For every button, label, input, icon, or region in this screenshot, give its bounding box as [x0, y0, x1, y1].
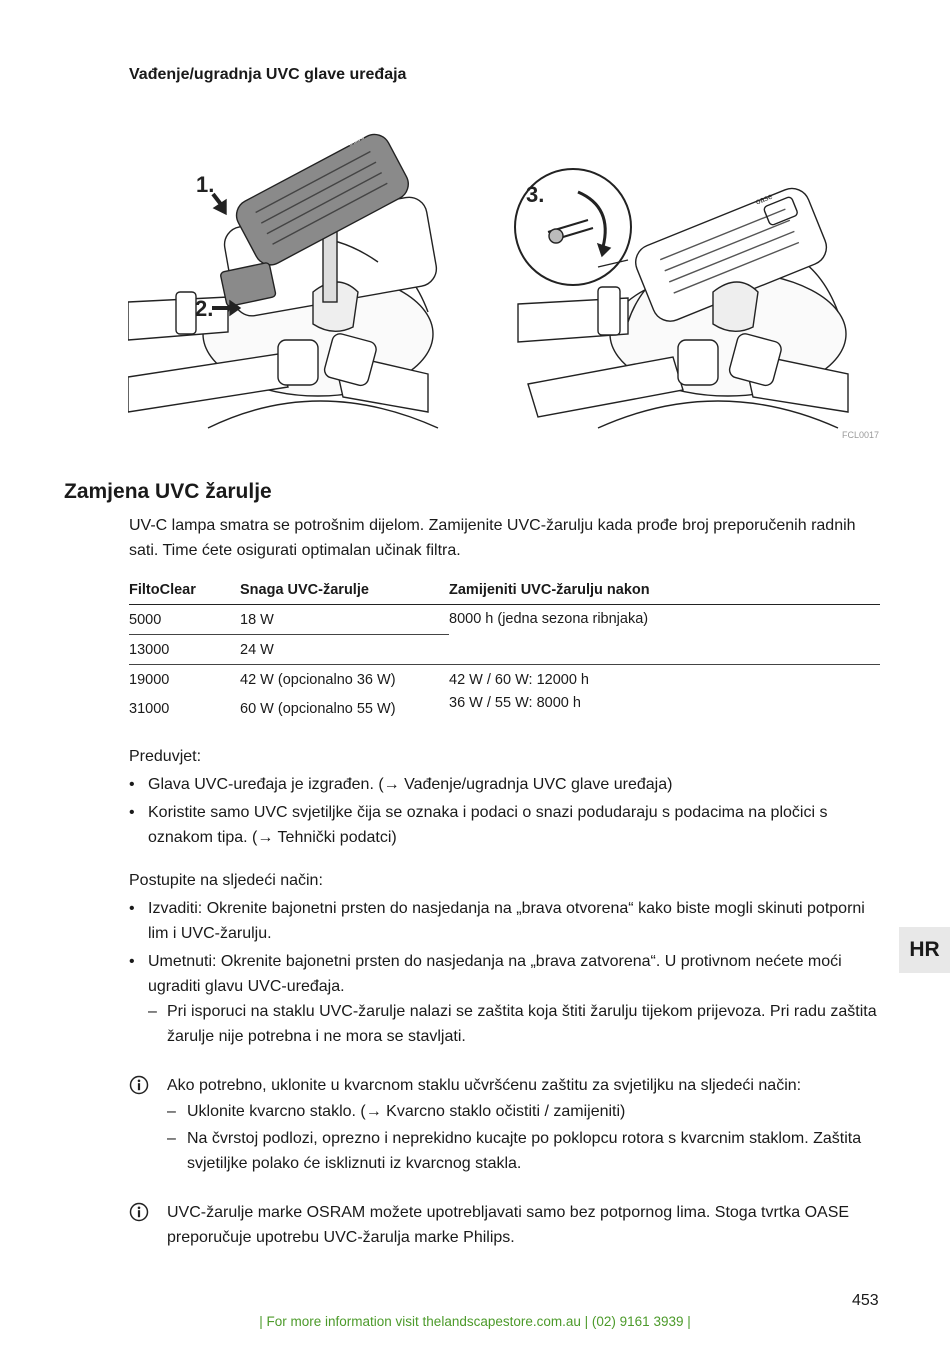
brand-logo-right: oase [754, 191, 774, 207]
figure-step-1-label: 1. [196, 172, 215, 197]
table-cell-replace: 8000 h (jedna sezona ribnjaka) [449, 605, 880, 665]
dash-icon: – [167, 1130, 176, 1147]
table-row [129, 665, 880, 695]
figure-step-2-label: 2. [195, 296, 214, 321]
replace-value-line: 36 W / 55 W: 8000 h [449, 695, 581, 711]
dash-icon: – [148, 1003, 157, 1020]
dash-icon: – [167, 1103, 176, 1120]
table-cell-power: 24 W [240, 635, 449, 665]
bullet-icon: • [129, 804, 135, 821]
footer-contact-link[interactable]: | For more information visit thelandscapestore.com.au | (02) 9161 3939 | [259, 1314, 691, 1329]
prerequisites-section [129, 744, 879, 854]
table-cell-power: 42 W (opcionalno 36 W) [240, 671, 396, 688]
prerequisite-item: Glava UVC-uređaja je izgrađen. (→ Vađenje/ugradnja UVC glave uređaja) [148, 776, 673, 793]
table-row [129, 605, 880, 635]
page-number: 453 [852, 1292, 879, 1309]
prerequisites-title: Preduvjet: [129, 748, 202, 765]
table-header-model: FiltoClear [129, 576, 240, 605]
table-header-power: Snaga UVC-žarulje [240, 576, 449, 605]
table-cell-power: 18 W [240, 605, 449, 635]
language-tab: HR [899, 927, 950, 973]
table-cell-model: 19000 [129, 671, 170, 688]
info-text: Ako potrebno, uklonite u kvarcnom staklu učvršćenu zaštitu za svjetiljku na sljedeći način: [167, 1077, 802, 1094]
info-subitem: Na čvrstoj podlozi, oprezno i neprekidno kucajte po poklopcu rotora s kvarcnim staklom. Zaštita svjetiljke polako će iskliznuti iz kvarcnog stakla. [187, 1130, 862, 1172]
info-subitem: Uklonite kvarcno staklo. (→ Kvarcno staklo očistiti / zamijeniti) [187, 1103, 626, 1120]
procedure-section [129, 868, 879, 1053]
table-header-replace: Zamijeniti UVC-žarulju nakon [449, 576, 880, 605]
info-note-1 [129, 1073, 879, 1183]
bullet-icon: • [129, 900, 135, 917]
intro-paragraph: UV-C lampa smatra se potrošnim dijelom. Zamijenite UVC-žarulju kada prođe broj preporučenih radnih sati. Time ćete osigurati optimalan učinak filtra. [129, 517, 856, 559]
prerequisite-item: Koristite samo UVC svjetiljke čija se oznaka i podaci o snazi podudaraju s podacima na pločici s oznakom tipa. (→ Tehnički podatci) [148, 804, 828, 846]
procedure-item: Izvaditi: Okrenite bajonetni prsten do nasjedanja na „brava otvorena“ kako biste mogli skinuti potporni lim i UVC-žarulju. [148, 900, 865, 942]
section-heading-replace-lamp: Zamjena UVC žarulje [64, 480, 272, 503]
procedure-subitem: Pri isporuci na staklu UVC-žarulje nalazi se zaštita koja štiti žarulju tijekom prijevoza. Pri radu zaštita žarulje nije potrebna i ne mora se stavljati. [167, 1003, 877, 1045]
brand-logo-left: oase [346, 131, 366, 148]
figure-step-3-label: 3. [526, 182, 545, 207]
procedure-title: Postupite na sljedeći način: [129, 872, 323, 889]
table-cell-model: 31000 [129, 700, 170, 717]
info-icon [129, 1202, 149, 1222]
table-header-row [129, 576, 880, 605]
replace-value-line: 42 W / 60 W: 12000 h [449, 672, 589, 688]
info-icon [129, 1075, 149, 1095]
table-cell-model: 13000 [129, 635, 240, 665]
info-note-2 [129, 1200, 879, 1255]
uvc-head-illustration [128, 112, 880, 442]
table-cell-model: 5000 [129, 605, 240, 635]
info-text: UVC-žarulje marke OSRAM možete upotrebljavati samo bez potpornog lima. Stoga tvrtka OASE preporučuje upotrebu UVC-žarulja marke Philips. [167, 1204, 850, 1246]
lamp-spec-table [129, 576, 880, 723]
bullet-icon: • [129, 776, 135, 793]
table-cell-replace-multi [449, 665, 880, 724]
figure-code: FCL0017 [842, 430, 880, 440]
section-heading-uvc-head: Vađenje/ugradnja UVC glave uređaja [129, 66, 407, 83]
procedure-item: Umetnuti: Okrenite bajonetni prsten do nasjedanja na „brava zatvorena“. U protivnom nećete moći ugraditi glavu UVC-uređaja. [148, 953, 842, 995]
table-cell-power: 60 W (opcionalno 55 W) [240, 700, 396, 717]
bullet-icon: • [129, 953, 135, 970]
